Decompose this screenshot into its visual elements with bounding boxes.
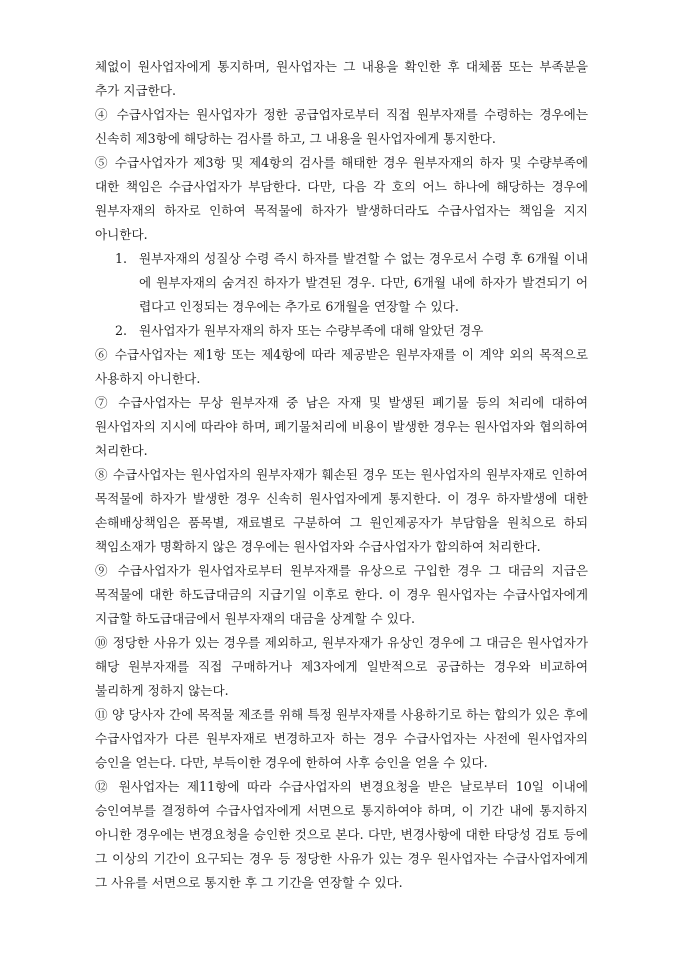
exception-list <box>95 247 588 343</box>
paragraph-4: ④ 수급사업자는 원사업자가 정한 공급업자로부터 직접 원부자재를 수령하는 경우에는 신속히 제3항에 해당하는 검사를 하고, 그 내용을 원사업자에게 통지한다. <box>95 107 588 146</box>
paragraph-12: ⑫ 원사업자는 제11항에 따라 수급사업자의 변경요청을 받은 날로부터 10일 이내에 승인여부를 결정하여 수급사업자에게 서면으로 통지하여야 하며, 이 기간 내에 통지하지 아니한 경우에는 변경요청을 승인한 것으로 본다. 다만, 변경사항에 대한 타당성 검토 등에 그 이상의 기간이 요구되는 경우 등 정당한 사유가 있는 경우 원사업자는 수급사업자에게 그 사유를 서면으로 통지한 후 그 기간을 연장할 수 있다. <box>95 779 588 890</box>
paragraph-5: ⑤ 수급사업자가 제3항 및 제4항의 검사를 해태한 경우 원부자재의 하자 및 수량부족에 대한 책임은 수급사업자가 부담한다. 다만, 다음 각 호의 어느 하나에 해당하는 경우에 원부자재의 하자로 인하여 목적물에 하자가 발생하더라도 수급사업자는 책임을 지지 아니한다. <box>95 155 588 242</box>
list-item-number: 2. <box>115 323 128 338</box>
paragraph-11: ⑪ 양 당사자 간에 목적물 제조를 위해 특정 원부자재를 사용하기로 하는 합의가 있은 후에 수급사업자가 다른 원부자재로 변경하고자 하는 경우 수급사업자는 사전에 원사업자의 승인을 얻는다. 다만, 부득이한 경우에 한하여 사후 승인을 얻을 수 있다. <box>95 707 588 770</box>
list-item-text: 원사업자가 원부자재의 하자 또는 수량부족에 대해 알았던 경우 <box>139 323 484 338</box>
paragraph-10: ⑩ 정당한 사유가 있는 경우를 제외하고, 원부자재가 유상인 경우에 그 대금은 원사업자가 해당 원부자재를 직접 구매하거나 제3자에게 일반적으로 공급하는 경우와 비교하여 불리하게 정하지 않는다. <box>95 635 588 698</box>
paragraph-8: ⑧ 수급사업자는 원사업자의 원부자재가 훼손된 경우 또는 원사업자의 원부자재로 인하여 목적물에 하자가 발생한 경우 신속히 원사업자에게 통지한다. 이 경우 하자발생에 대한 손해배상책임은 품목별, 재료별로 구분하여 그 원인제공자가 부담함을 원칙으로 하되 책임소재가 명확하지 않은 경우에는 원사업자와 수급사업자가 합의하여 처리한다. <box>95 467 588 554</box>
list-item-text: 원부자재의 성질상 수령 즉시 하자를 발견할 수 없는 경우로서 수령 후 6개월 이내에 원부자재의 숨겨진 하자가 발견된 경우. 다만, 6개월 내에 하자가 발견되기 어렵다고 인정되는 경우에는 추가로 6개월을 연장할 수 있다. <box>139 251 588 314</box>
paragraph-9: ⑨ 수급사업자가 원사업자로부터 원부자재를 유상으로 구입한 경우 그 대금의 지급은 목적물에 대한 하도급대금의 지급기일 이후로 한다. 이 경우 원사업자는 수급사업자에게 지급할 하도급대금에서 원부자재의 대금을 상계할 수 있다. <box>95 563 588 626</box>
list-item-number: 1. <box>115 251 128 266</box>
paragraph-6: ⑥ 수급사업자는 제1항 또는 제4항에 따라 제공받은 원부자재를 이 계약 외의 목적으로 사용하지 아니한다. <box>95 347 588 386</box>
list-item <box>95 319 588 343</box>
list-item <box>95 247 588 319</box>
paragraph-3-continuation: 체없이 원사업자에게 통지하며, 원사업자는 그 내용을 확인한 후 대체품 또는 부족분을 추가 지급한다. <box>95 59 588 98</box>
paragraph-7: ⑦ 수급사업자는 무상 원부자재 중 남은 자재 및 발생된 폐기물 등의 처리에 대하여 원사업자의 지시에 따라야 하며, 폐기물처리에 비용이 발생한 경우는 원사업자와 협의하여 처리한다. <box>95 395 588 458</box>
